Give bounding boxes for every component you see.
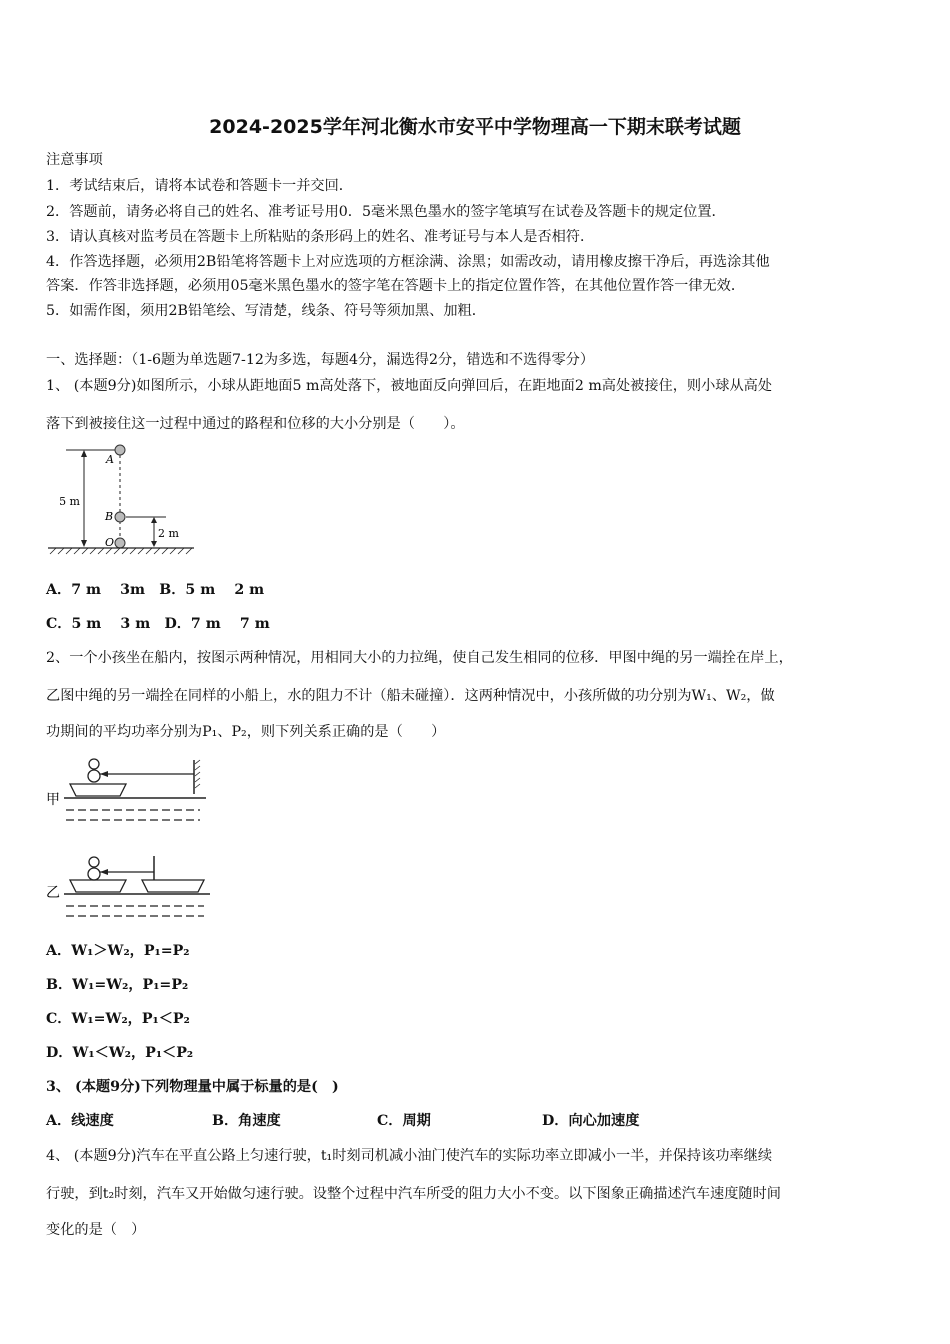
q2-figure-yi bbox=[44, 852, 214, 924]
jia-label: 甲 bbox=[46, 792, 60, 808]
q3-option-a[interactable]: A．线速度 bbox=[46, 1113, 114, 1129]
q4-stem: 行驶，到t₂时刻，汽车又开始做匀速行驶。设整个过程中汽车所受的阻力大小不变。以下图象正确描述汽车速度随时间 bbox=[46, 1186, 781, 1202]
q2-stem: 功期间的平均功率分别为P₁、P₂，则下列关系正确的是（ ） bbox=[46, 724, 446, 740]
q1-options-ab[interactable]: A．7 m 3m B．5 m 2 m bbox=[46, 582, 265, 598]
q3-option-c[interactable]: C．周期 bbox=[377, 1113, 431, 1129]
q2-figure-jia bbox=[44, 754, 214, 826]
q1-label-2m: 2 m bbox=[158, 527, 179, 540]
q2-option-b[interactable]: B．W₁=W₂，P₁=P₂ bbox=[46, 977, 189, 993]
q2-option-a[interactable]: A．W₁＞W₂，P₁=P₂ bbox=[46, 943, 190, 959]
q3-option-b[interactable]: B．角速度 bbox=[212, 1113, 281, 1129]
ball-a bbox=[115, 445, 125, 455]
notice-heading: 注意事项 bbox=[46, 152, 103, 168]
q1-stem: 1、 (本题9分)如图所示，小球从距地面5 m高处落下，被地面反向弹回后，在距地面2 m高处被接住，则小球从高处 bbox=[46, 378, 773, 394]
q3-stem: 3、 (本题9分)下列物理量中属于标量的是( ) bbox=[46, 1079, 339, 1095]
notice-item: 2．答题前，请务必将自己的姓名、准考证号用0．5毫米黑色墨水的签字笔填写在试卷及答题卡的规定位置． bbox=[46, 204, 726, 220]
q1-stem: 落下到被接住这一过程中通过的路程和位移的大小分别是（ ）。 bbox=[46, 416, 465, 432]
notice-item: 答案．作答非选择题，必须用05毫米黑色墨水的签字笔在答题卡上的指定位置作答，在其他位置作答一律无效． bbox=[46, 278, 746, 294]
ball-b bbox=[115, 512, 125, 522]
q2-option-c[interactable]: C．W₁=W₂，P₁＜P₂ bbox=[46, 1011, 190, 1027]
notice-item: 3．请认真核对监考员在答题卡上所粘贴的条形码上的姓名、准考证号与本人是否相符． bbox=[46, 229, 595, 245]
q2-stem: 乙图中绳的另一端拴在同样的小船上，水的阻力不计（船未碰撞）．这两种情况中，小孩所做的功分别为W₁、W₂，做 bbox=[46, 688, 775, 704]
q2-option-d[interactable]: D．W₁＜W₂，P₁＜P₂ bbox=[46, 1045, 194, 1061]
notice-item: 4．作答选择题，必须用2B铅笔将答题卡上对应选项的方框涂满、涂黑；如需改动，请用橡皮擦干净后，再选涂其他 bbox=[46, 254, 770, 270]
q1-options-cd[interactable]: C．5 m 3 m D．7 m 7 m bbox=[46, 616, 270, 632]
q4-stem: 4、 (本题9分)汽车在平直公路上匀速行驶，t₁时刻司机减小油门使汽车的实际功率立即减小一半，并保持该功率继续 bbox=[46, 1148, 773, 1164]
notice-item: 1．考试结束后，请将本试卷和答题卡一并交回． bbox=[46, 178, 353, 194]
q1-label-5m: 5 m bbox=[59, 495, 80, 508]
q1-label-a: A bbox=[106, 453, 114, 466]
q1-label-b: B bbox=[105, 510, 114, 523]
ball-o bbox=[115, 538, 125, 548]
notice-item: 5．如需作图，须用2B铅笔绘、写清楚，线条、符号等须加黑、加粗． bbox=[46, 303, 486, 319]
q1-label-o: O bbox=[105, 536, 115, 549]
section-heading: 一、选择题：（1-6题为单选题7-12为多选，每题4分，漏选得2分，错选和不选得零分） bbox=[46, 352, 595, 368]
yi-label: 乙 bbox=[46, 885, 60, 901]
q3-option-d[interactable]: D．向心加速度 bbox=[542, 1113, 640, 1129]
q2-stem: 2、一个小孩坐在船内，按图示两种情况，用相同大小的力拉绳，使自己发生相同的位移．甲图中绳的另一端拴在岸上， bbox=[46, 650, 793, 666]
q4-stem: 变化的是（ ） bbox=[46, 1222, 146, 1238]
q1-ball-figure bbox=[44, 440, 204, 556]
page-title: 2024-2025学年河北衡水市安平中学物理高一下期末联考试题 bbox=[209, 116, 741, 138]
